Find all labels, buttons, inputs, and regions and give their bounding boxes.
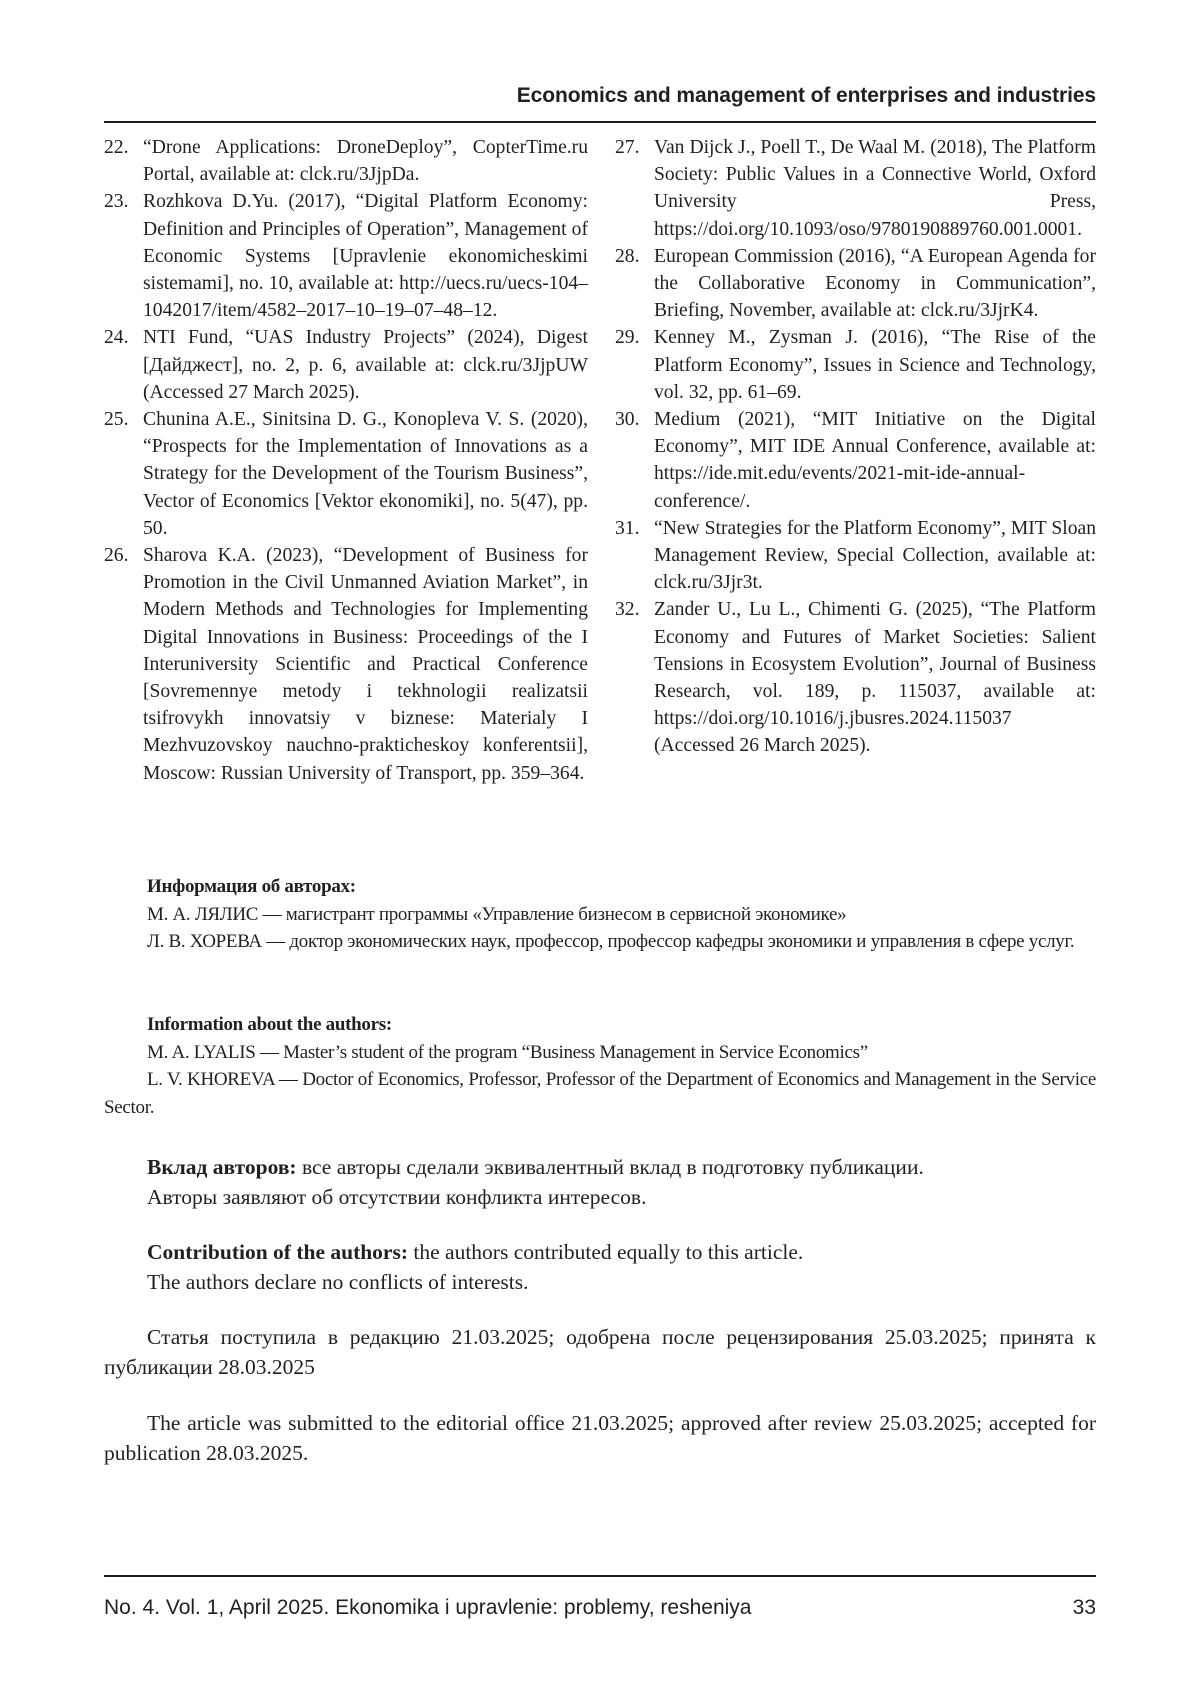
running-header: Economics and management of enterprises and industries <box>516 84 1096 107</box>
reference-number: 25. <box>104 409 129 431</box>
contribution-ru-label: Вклад авторов: <box>147 1155 297 1179</box>
page-footer <box>104 1596 1096 1620</box>
reference-number: 22. <box>104 137 129 158</box>
authors-info-en <box>104 1011 1096 1121</box>
conflict-en: The authors declare no conflicts of interests. <box>147 1270 529 1294</box>
author-ru-1: М. А. ЛЯЛИС — магистрант программы «Управление бизнесом в сервисной экономике» <box>147 903 847 925</box>
authors-info-ru <box>104 873 1096 956</box>
contribution-en <box>104 1237 1096 1297</box>
reference-number: 30. <box>615 409 640 431</box>
journal-citation: No. 4. Vol. 1, April 2025. Ekonomika i upravlenie: problemy, resheniya <box>104 1596 752 1619</box>
page-number: 33 <box>1072 1596 1096 1619</box>
reference-number: 24. <box>104 327 129 349</box>
reference-item <box>615 243 1096 325</box>
contribution-ru-text: все авторы сделали эквивалентный вклад в подготовку публикации. <box>296 1155 924 1179</box>
reference-number: 28. <box>615 245 640 267</box>
reference-item <box>104 406 588 542</box>
footer-rule <box>104 1575 1096 1577</box>
reference-item <box>615 515 1096 597</box>
reference-number: 26. <box>104 545 129 567</box>
authors-info-ru-heading: Информация об авторах: <box>147 876 356 897</box>
reference-item <box>104 188 588 324</box>
header-rule <box>104 121 1096 123</box>
reference-number: 27. <box>615 137 640 158</box>
contribution-ru <box>104 1152 1096 1212</box>
reference-text: Medium (2021), “MIT Initiative on the Digital Economy”, MIT IDE Annual Conference, available at: https://ide.mit.edu/events/2021-mit-ide-annual-conference/. <box>654 409 1096 512</box>
reference-item <box>615 134 1096 243</box>
author-en-2: L. V. KHOREVA — Doctor of Economics, Professor, Professor of the Department of Economics and Management in the Service Sector. <box>104 1069 1096 1118</box>
reference-item <box>615 406 1096 515</box>
reference-number: 31. <box>615 517 640 539</box>
reference-item <box>615 324 1096 406</box>
reference-text: Van Dijck J., Poell T., De Waal M. (2018), The Platform Society: Public Values in a Connective World, Oxford University Press, https://doi.org/10.1093/oso/9780190889760.001.0001. <box>654 137 1096 240</box>
references-column-right <box>615 134 1096 760</box>
reference-number: 23. <box>104 191 129 213</box>
reference-number: 29. <box>615 327 640 349</box>
conflict-ru: Авторы заявляют об отсутствии конфликта интересов. <box>147 1185 647 1209</box>
reference-text: European Commission (2016), “A European Agenda for the Collaborative Economy in Communication”, Briefing, November, available at: clck.ru/3JjrK4. <box>654 245 1096 322</box>
contribution-en-label: Contribution of the authors: <box>147 1240 409 1264</box>
reference-item <box>104 324 588 406</box>
reference-text: Rozhkova D.Yu. (2017), “Digital Platform Economy: Definition and Principles of Operation”, Management of Economic Systems [Upravlenie ekonomicheskimi sistemami], no. 10, available at: http://uecs.ru/uecs-104–1042017/item/4582–2017–10–19–07–48–12. <box>143 191 588 322</box>
authors-info-en-heading: Information about the authors: <box>147 1014 392 1035</box>
reference-text: NTI Fund, “UAS Industry Projects” (2024), Digest [Дайджест], no. 2, p. 6, available at: clck.ru/3JjpUW (Accessed 27 March 2025). <box>143 327 588 403</box>
reference-item <box>104 134 588 188</box>
contribution-en-text: the authors contributed equally to this article. <box>408 1240 804 1264</box>
reference-text: “New Strategies for the Platform Economy”, MIT Sloan Management Review, Special Collection, available at: clck.ru/3Jjr3t. <box>654 517 1096 594</box>
reference-text: Zander U., Lu L., Chimenti G. (2025), “The Platform Economy and Futures of Market Societies: Salient Tensions in Ecosystem Evolution”, Journal of Business Research, vol. 189, p. 115037, available at: https://doi.org/10.1016/j.jbusres.2024.115037 (Accessed 26 March 2025). <box>654 599 1096 757</box>
author-en-1: M. A. LYALIS — Master’s student of the program “Business Management in Service Economics” <box>147 1041 868 1063</box>
references-column-left <box>104 134 588 787</box>
dates-en: The article was submitted to the editorial office 21.03.2025; approved after review 25.03.2025; accepted for publication 28.03.2025. <box>104 1411 1096 1465</box>
dates-ru: Статья поступила в редакцию 21.03.2025; одобрена после рецензирования 25.03.2025; принята к публикации 28.03.2025 <box>104 1325 1096 1379</box>
author-ru-2: Л. В. ХОРЕВА — доктор экономических наук, профессор, профессор кафедры экономики и управления в сфере услуг. <box>147 931 1075 952</box>
reference-text: Chunina A.E., Sinitsina D. G., Konopleva V. S. (2020), “Prospects for the Implementation of Innovations as a Strategy for the Development of the Tourism Business”, Vector of Economics [Vektor ekonomiki], no. 5(47), pp. 50. <box>143 409 588 539</box>
reference-text: Sharova K.A. (2023), “Development of Business for Promotion in the Civil Unmanned Aviation Market”, in Modern Methods and Technologies for Implementing Digital Innovations in Business: Proceedings of the I Interuniversity Scientific and Practical Conference [Sovremennye metody i tekhnologii realizatsii tsifrovykh innovatsiy v biznese: Materialy I Mezhvuzovskoy nauchno-prakticheskoy konferentsii], Moscow: Russian University of Transport, pp. 359–364. <box>143 545 588 784</box>
reference-item <box>104 542 588 787</box>
reference-text: Kenney M., Zysman J. (2016), “The Rise of the Platform Economy”, Issues in Science and Technology, vol. 32, pp. 61–69. <box>654 327 1096 403</box>
reference-text: “Drone Applications: DroneDeploy”, CopterTime.ru Portal, available at: clck.ru/3JjpDa. <box>143 137 588 186</box>
reference-number: 32. <box>615 599 640 621</box>
reference-item <box>615 596 1096 759</box>
